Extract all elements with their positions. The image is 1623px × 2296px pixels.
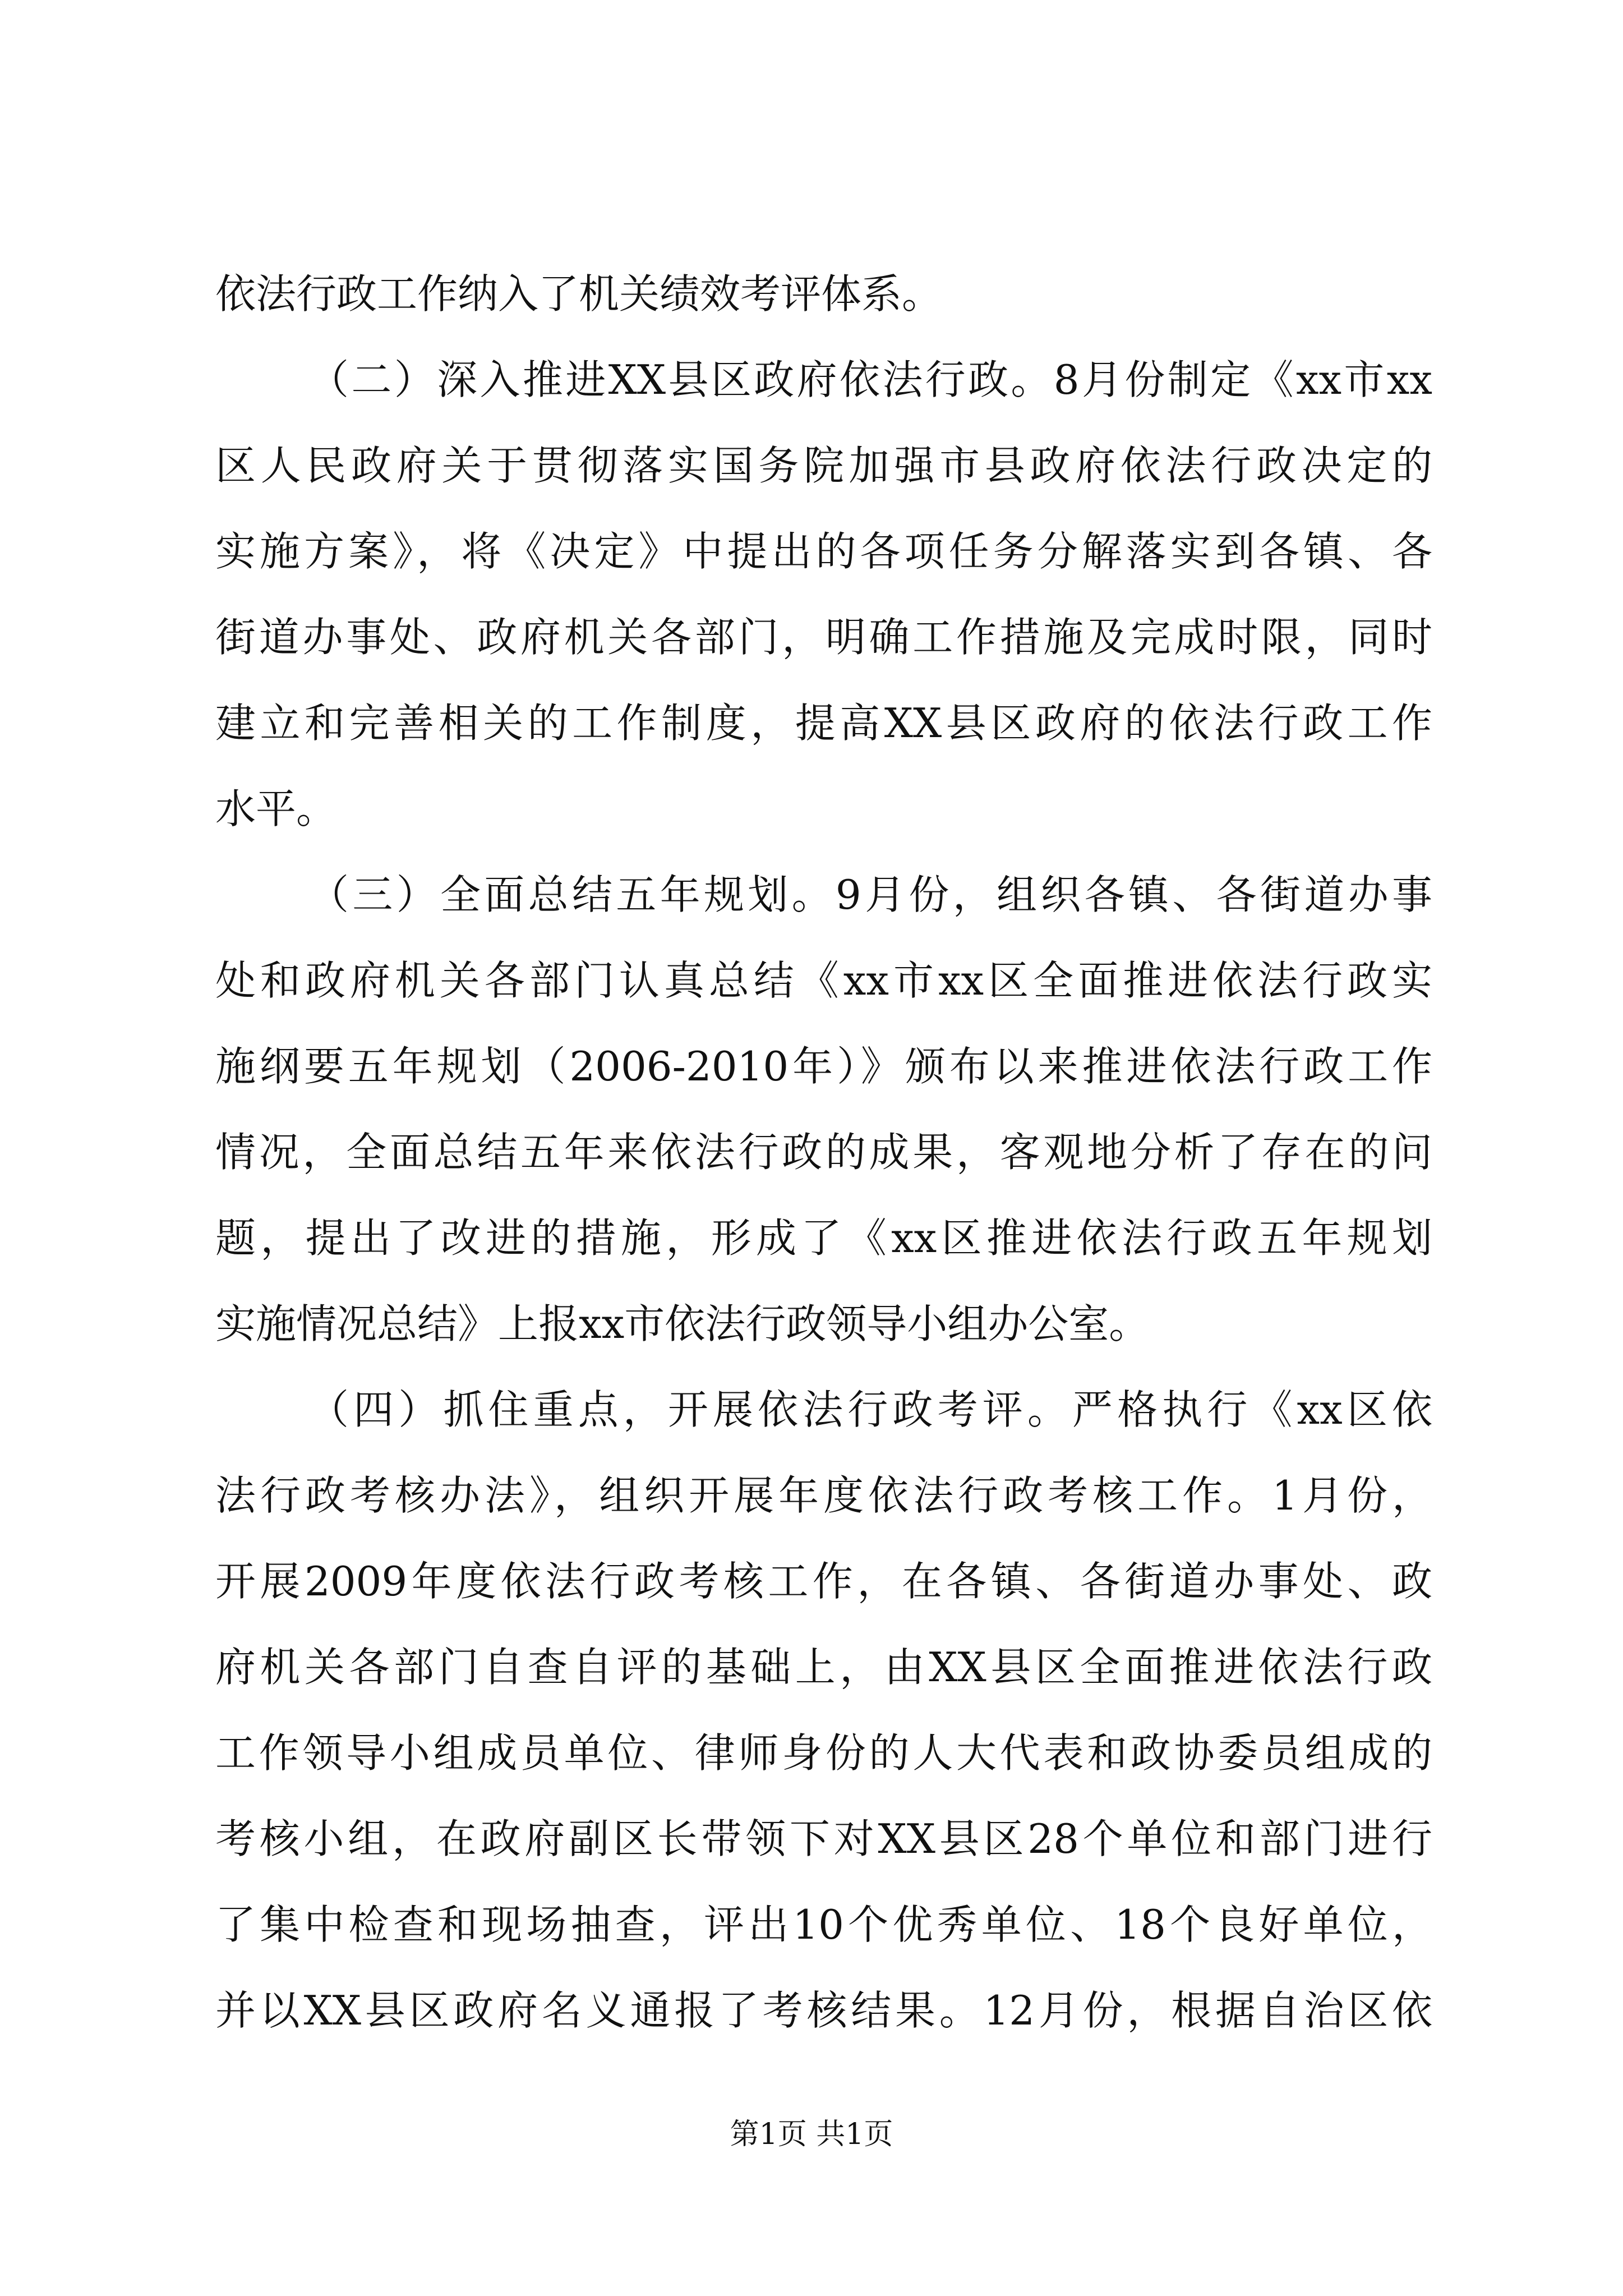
text-line: 了集中检查和现场抽查，评出10个优秀单位、18个良好单位， [215,1901,1432,1948]
text-line: （二）深入推进XX县区政府依法行政。8月份制定《xx市xx [308,356,1432,403]
text-line: 并以XX县区政府名义通报了考核结果。12月份，根据自治区依 [215,1987,1432,2034]
text-line: （三）全面总结五年规划。9月份，组织各镇、各街道办事 [308,871,1432,918]
text-line: 区人民政府关于贯彻落实国务院加强市县政府依法行政决定的 [215,442,1432,489]
text-line: 工作领导小组成员单位、律师身份的人大代表和政协委员组成的 [215,1729,1432,1777]
text-line: 处和政府机关各部门认真总结《xx市xx区全面推进依法行政实 [215,957,1432,1004]
text-line: 依法行政工作纳入了机关绩效考评体系。 [215,270,943,318]
text-line: 法行政考核办法》，组织开展年度依法行政考核工作。1月份， [215,1472,1432,1519]
text-line: 开展2009年度依法行政考核工作，在各镇、各街道办事处、政 [215,1558,1432,1605]
text-line: 实施情况总结》上报xx市依法行政领导小组办公室。 [215,1300,1150,1347]
text-line: （四）抓住重点，开展依法行政考评。严格执行《xx区依 [308,1386,1432,1433]
text-line: 情况，全面总结五年来依法行政的成果，客观地分析了存在的问 [215,1129,1432,1176]
text-line: 题，提出了改进的措施，形成了《xx区推进依法行政五年规划 [215,1214,1432,1262]
text-line: 考核小组，在政府副区长带领下对XX县区28个单位和部门进行 [215,1815,1432,1862]
text-line: 施纲要五年规划（2006-2010年）》颁布以来推进依法行政工作 [215,1043,1432,1090]
text-line: 实施方案》，将《决定》中提出的各项任务分解落实到各镇、各 [215,528,1432,575]
text-line: 府机关各部门自查自评的基础上，由XX县区全面推进依法行政 [215,1644,1432,1691]
text-line: 水平。 [215,785,337,832]
text-line: 街道办事处、政府机关各部门，明确工作措施及完成时限，同时 [215,614,1432,661]
text-line: 建立和完善相关的工作制度，提高XX县区政府的依法行政工作 [215,700,1432,747]
page-number-footer: 第1页 共1页 [730,2118,893,2151]
